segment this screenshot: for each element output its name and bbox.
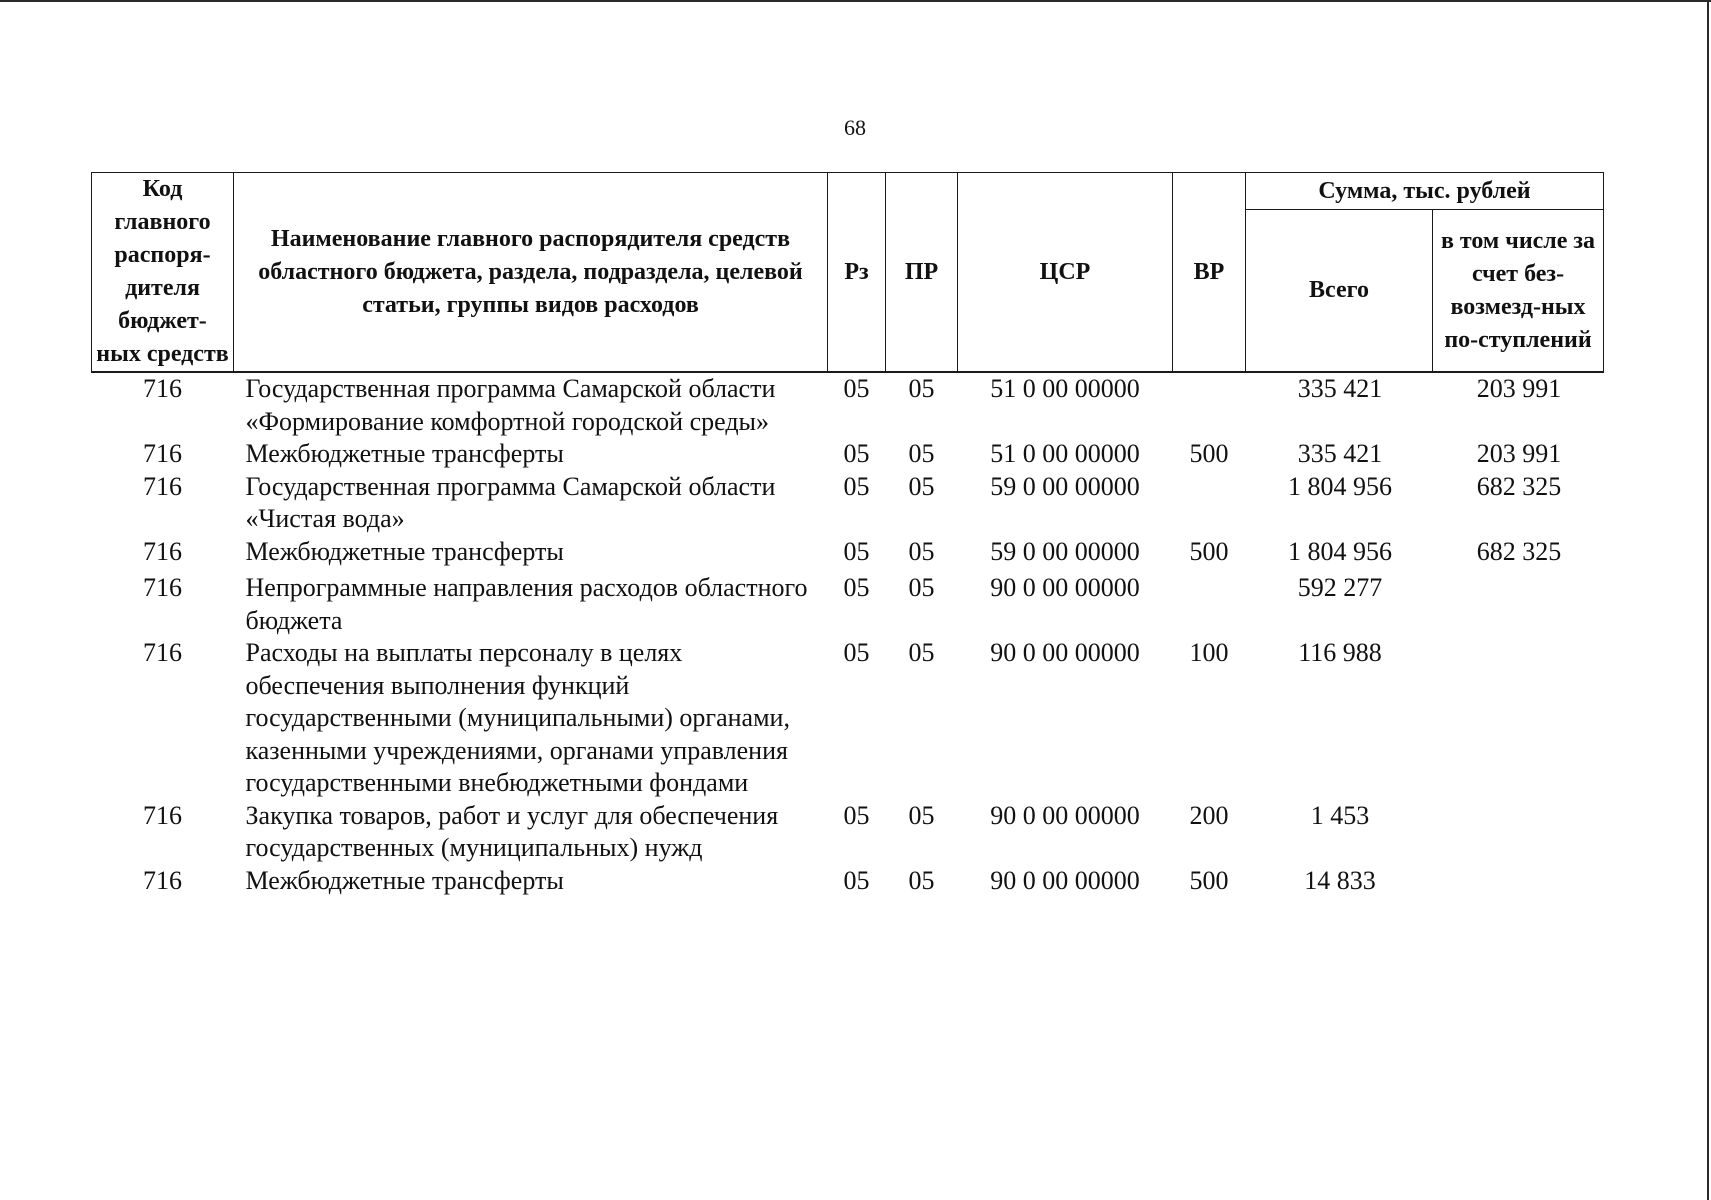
table-row xyxy=(92,438,1604,471)
table-row xyxy=(92,471,1604,536)
cell-vr xyxy=(1173,568,1246,637)
cell-rz: 05 xyxy=(843,865,870,895)
budget-table xyxy=(91,172,1604,897)
page-right-border xyxy=(1707,0,1709,1200)
table-row xyxy=(92,800,1604,865)
page-top-border xyxy=(0,0,1711,2)
cell-csr: 59 0 00 00000 xyxy=(990,471,1140,501)
cell-code: 716 xyxy=(143,374,182,403)
table-row xyxy=(92,372,1604,438)
table-header xyxy=(92,173,1604,373)
header-gratuitous: в том числе за счет без-возмезд-ных по-ступлений xyxy=(1433,210,1604,373)
cell-total: 1 453 xyxy=(1310,800,1370,830)
cell-name: Закупка товаров, работ и услуг для обеспечения государственных (муниципальных) нужд xyxy=(245,800,779,862)
header-vr: ВР xyxy=(1173,173,1246,373)
header-pr: ПР xyxy=(886,173,958,373)
cell-pr: 05 xyxy=(908,471,935,501)
table-body xyxy=(92,372,1604,897)
cell-name: Государственная программа Самарской области «Чистая вода» xyxy=(245,471,776,533)
cell-pr: 05 xyxy=(908,439,935,468)
cell-vr xyxy=(1173,471,1246,536)
header-csr: ЦСР xyxy=(958,173,1173,373)
cell-csr: 51 0 00 00000 xyxy=(990,439,1140,468)
cell-csr: 51 0 00 00000 xyxy=(990,374,1140,403)
cell-gratuitous: 682 325 xyxy=(1476,471,1562,501)
cell-rz: 05 xyxy=(843,573,870,602)
cell-total: 1 804 956 xyxy=(1288,471,1392,501)
cell-gratuitous: 203 991 xyxy=(1476,374,1562,403)
cell-name: Государственная программа Самарской области «Формирование комфортной городской среды» xyxy=(245,374,776,436)
cell-name: Расходы на выплаты персоналу в целях обеспечения выполнения функций государственными (муниципальными) органами, казенными учреждениями, органами управления государственными внебюджетными фондами xyxy=(245,638,790,797)
cell-gratuitous: 682 325 xyxy=(1476,536,1562,566)
cell-pr: 05 xyxy=(908,536,935,566)
cell-vr: 100 xyxy=(1189,638,1229,667)
cell-gratuitous xyxy=(1433,800,1604,865)
cell-name: Межбюджетные трансферты xyxy=(245,439,564,468)
cell-code: 716 xyxy=(143,800,182,830)
cell-pr: 05 xyxy=(908,865,935,895)
cell-vr: 500 xyxy=(1189,439,1229,468)
cell-total: 592 277 xyxy=(1297,573,1383,602)
cell-rz: 05 xyxy=(843,638,870,667)
cell-vr xyxy=(1173,372,1246,438)
cell-rz: 05 xyxy=(843,536,870,566)
cell-code: 716 xyxy=(143,638,182,667)
cell-pr: 05 xyxy=(908,374,935,403)
cell-name: Непрограммные направления расходов областного бюджета xyxy=(245,573,808,635)
cell-csr: 90 0 00 00000 xyxy=(990,573,1140,602)
cell-csr: 90 0 00 00000 xyxy=(990,800,1140,830)
cell-code: 716 xyxy=(143,471,182,501)
header-rz: Рз xyxy=(828,173,886,373)
cell-gratuitous xyxy=(1433,637,1604,800)
cell-code: 716 xyxy=(143,865,182,895)
cell-total: 335 421 xyxy=(1297,374,1383,403)
header-name: Наименование главного распорядителя средств областного бюджета, раздела, подраздела, целевой статьи, группы видов расходов xyxy=(234,173,828,373)
cell-code: 716 xyxy=(143,536,182,566)
cell-rz: 05 xyxy=(843,471,870,501)
cell-rz: 05 xyxy=(843,374,870,403)
table-row xyxy=(92,865,1604,898)
header-total: Всего xyxy=(1246,210,1433,373)
cell-vr: 500 xyxy=(1189,865,1229,895)
cell-code: 716 xyxy=(143,439,182,468)
cell-rz: 05 xyxy=(843,800,870,830)
table-row xyxy=(92,536,1604,569)
cell-pr: 05 xyxy=(908,638,935,667)
cell-vr: 200 xyxy=(1189,800,1229,830)
cell-vr: 500 xyxy=(1189,536,1229,566)
cell-total: 116 988 xyxy=(1298,638,1382,667)
cell-gratuitous: 203 991 xyxy=(1476,439,1562,468)
header-code: Код главного распоря-дителя бюджет-ных средств xyxy=(92,173,234,373)
table-row xyxy=(92,637,1604,800)
cell-pr: 05 xyxy=(908,800,935,830)
cell-code: 716 xyxy=(143,573,182,602)
cell-name: Межбюджетные трансферты xyxy=(245,536,564,566)
cell-csr: 59 0 00 00000 xyxy=(990,536,1140,566)
header-sum-title: Сумма, тыс. рублей xyxy=(1246,173,1604,210)
cell-total: 1 804 956 xyxy=(1288,536,1392,566)
table-row xyxy=(92,568,1604,637)
page-number: 68 xyxy=(844,115,866,140)
cell-total: 14 833 xyxy=(1304,865,1376,895)
cell-name: Межбюджетные трансферты xyxy=(245,865,564,895)
cell-gratuitous xyxy=(1433,568,1604,637)
cell-csr: 90 0 00 00000 xyxy=(990,865,1140,895)
cell-csr: 90 0 00 00000 xyxy=(990,638,1140,667)
cell-total: 335 421 xyxy=(1297,439,1383,468)
cell-gratuitous xyxy=(1433,865,1604,898)
cell-rz: 05 xyxy=(843,439,870,468)
cell-pr: 05 xyxy=(908,573,935,602)
